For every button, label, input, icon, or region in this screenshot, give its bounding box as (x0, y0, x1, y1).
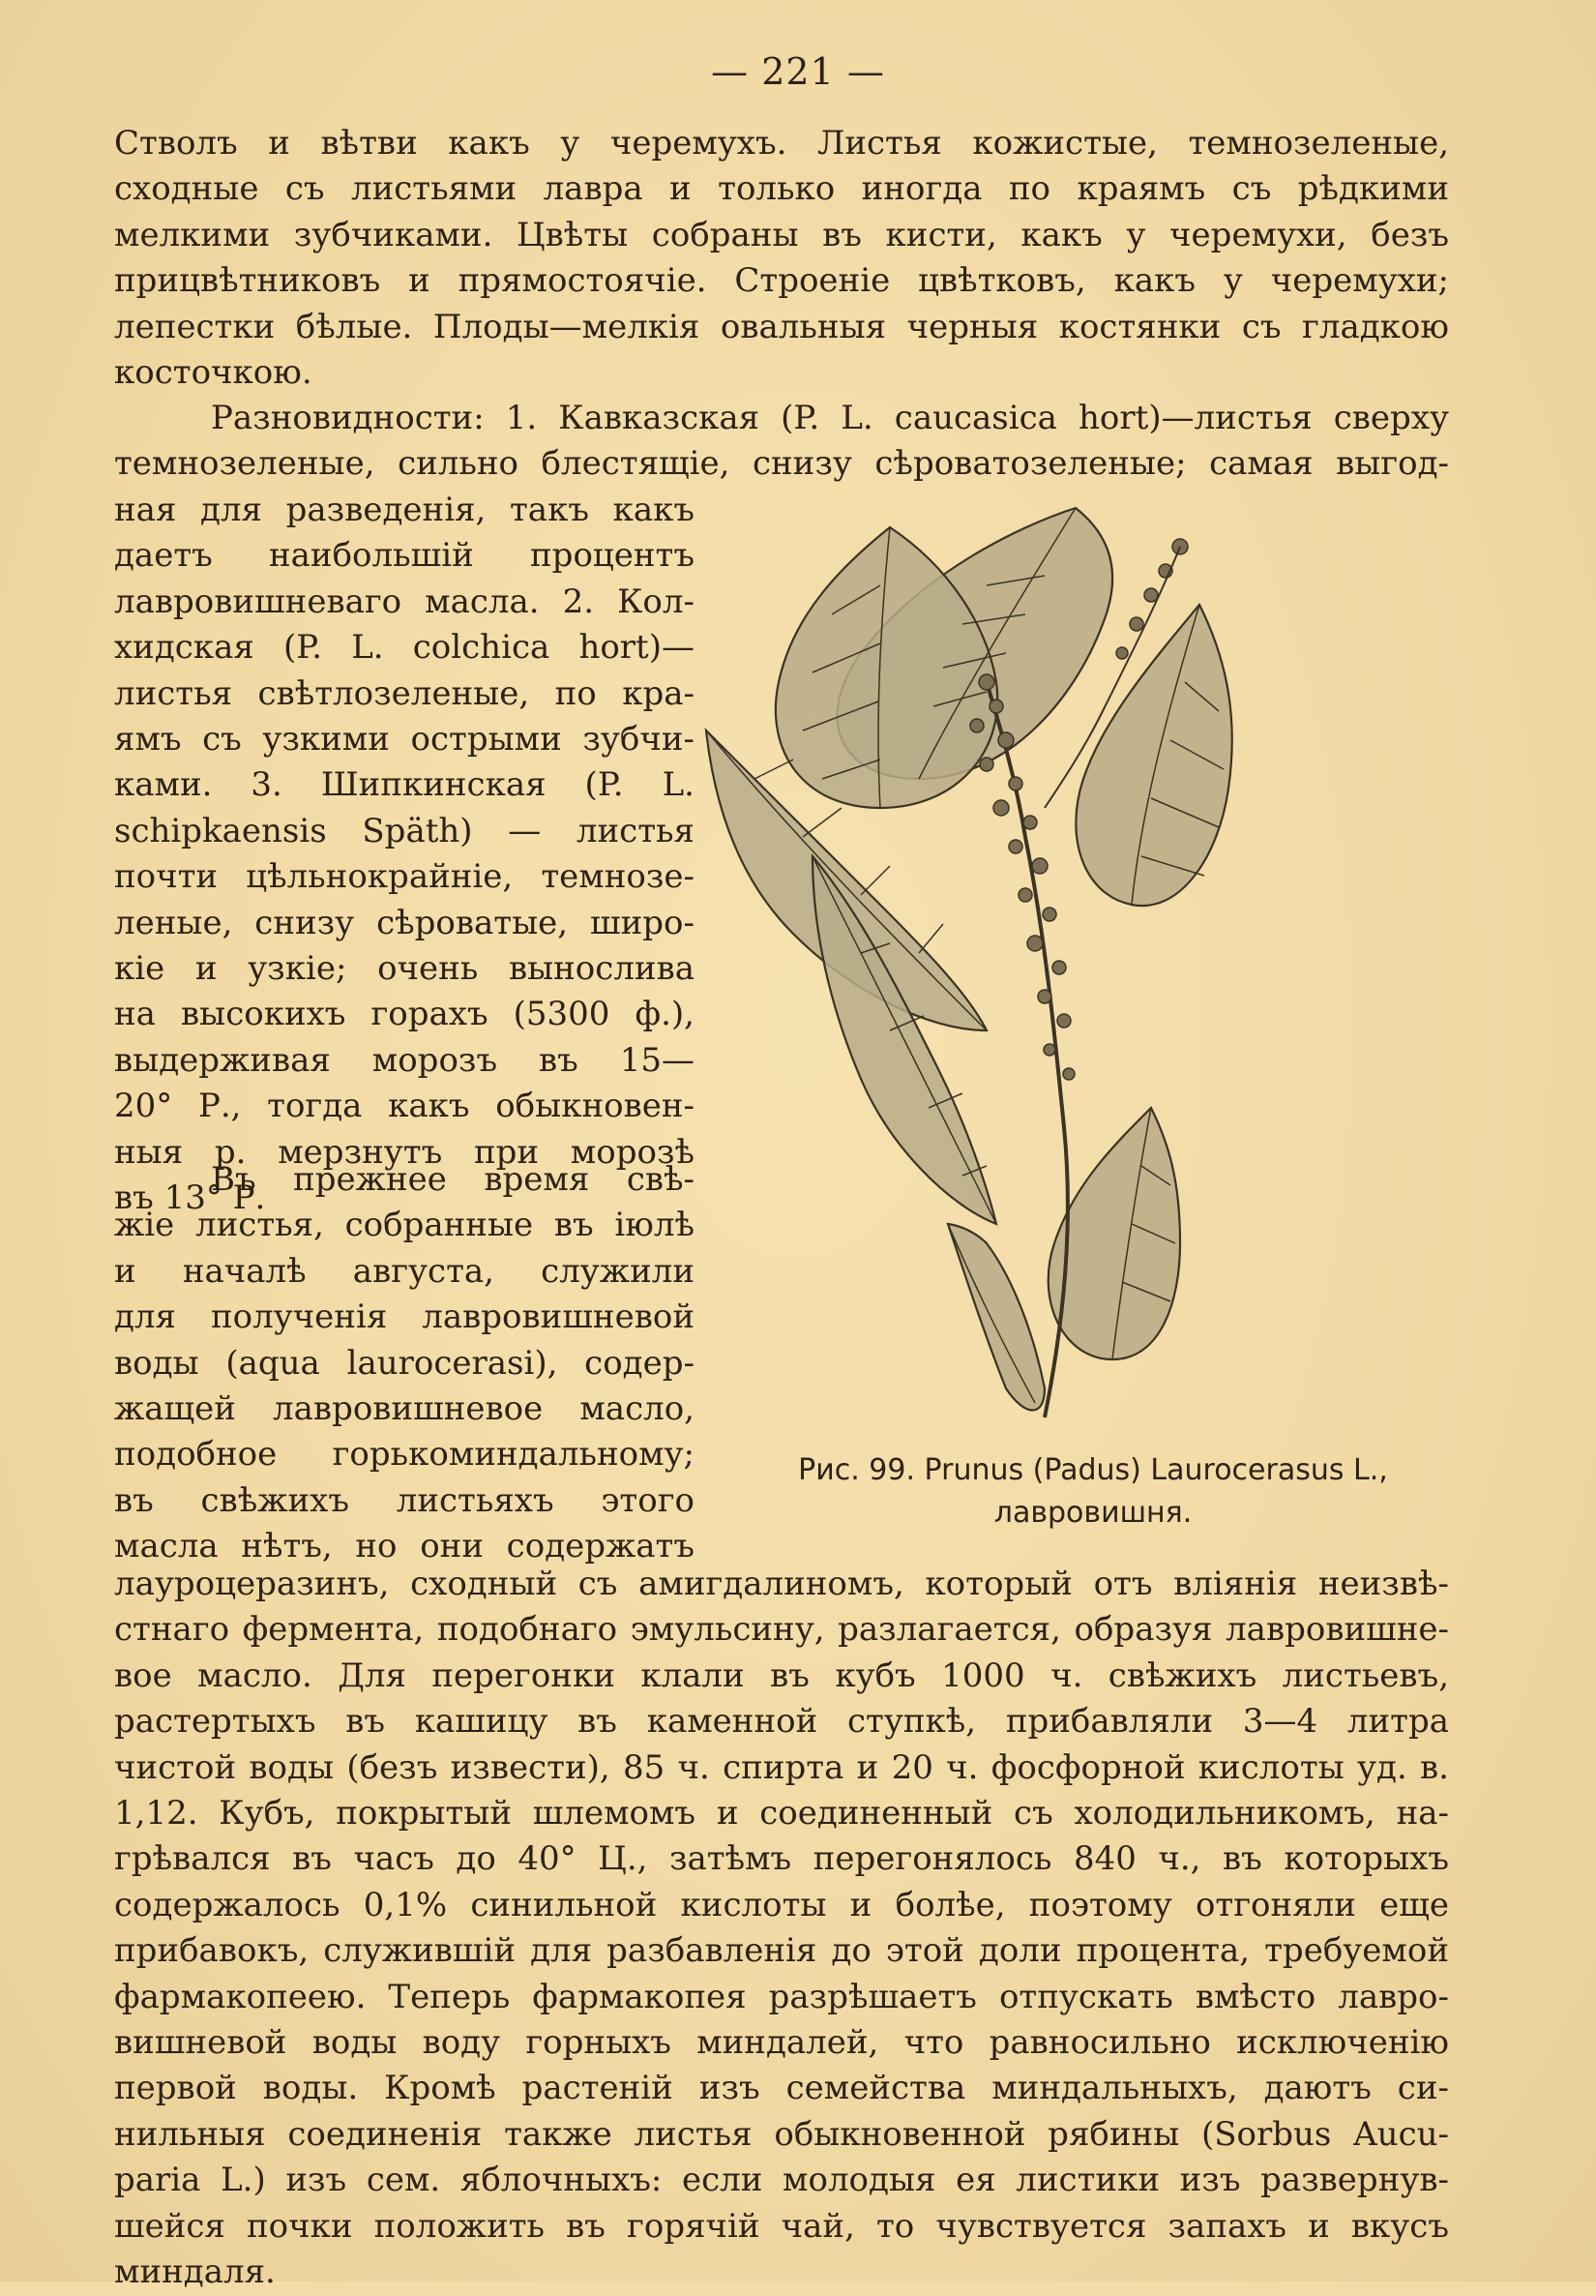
text-line: лепестки бѣлые. Плоды—мелкія овальныя черныя костянки съ гладкою (114, 307, 1449, 346)
text-line: нильныя соединенія также листья обыкновенной рябины (Sorbus Aucu- (114, 2114, 1449, 2154)
text-line: ямъ съ узкими острыми зубчи- (114, 720, 695, 760)
caption-line: лавровишня. (993, 1496, 1193, 1530)
text-line: косточкою. (114, 353, 312, 393)
text-line: грѣвался въ часъ до 40° Ц., затѣмъ перегонялось 840 ч., въ которыхъ (114, 1839, 1449, 1879)
text-line: Стволъ и вѣтви какъ у черемухъ. Листья кожистые, темнозеленые, (114, 124, 1449, 163)
text-line: Въ прежнее время свѣ- (211, 1160, 695, 1199)
text-line: 20° Р., тогда какъ обыкновен- (114, 1087, 695, 1126)
text-line: воды (aqua laurocerasi), содер- (114, 1343, 695, 1383)
text-line: первой воды. Кромѣ растеній изъ семейства миндальныхъ, даютъ си- (114, 2069, 1449, 2108)
text-line: ками. 3. Шипкинская (P. L. (114, 765, 695, 805)
text-line: лауроцеразинъ, сходный съ амигдалиномъ, который отъ вліянія неизвѣ- (114, 1565, 1449, 1603)
text-line: paria L.) изъ сем. яблочныхъ: если молодыя ея листики изъ развернув- (114, 2161, 1449, 2200)
text-line: темнозеленые, сильно блестящіе, снизу сѣроватозеленые; самая выгод- (114, 444, 1449, 484)
text-line: вое масло. Для перегонки клали въ кубъ 1000 ч. свѣжихъ листьевъ, (114, 1655, 1449, 1695)
paragraph-varieties-continued (114, 488, 695, 1222)
text-line: на высокихъ горахъ (5300 ф.), (114, 995, 695, 1034)
text-line: даетъ наибольшій процентъ (114, 536, 695, 576)
text-line: и началѣ августа, служили (114, 1251, 695, 1291)
text-line: жіе листья, собранные въ іюлѣ (114, 1206, 695, 1245)
text-line: содержалось 0,1% синильной кислоты и болѣе, поэтому отгоняли еще (114, 1885, 1449, 1924)
text-line: schipkaensis Spӓth) — листья (114, 811, 695, 850)
text-line: хидская (P. L. colchica hort)— (114, 628, 695, 668)
text-line: жащей лавровишневое масло, (114, 1389, 695, 1429)
text-line: въ свѣжихъ листьяхъ этого (114, 1480, 695, 1520)
text-line: прибавокъ, служившій для разбавленія до этой доли процента, требуемой (114, 1931, 1449, 1971)
page-number: — 221 — (711, 50, 885, 93)
text-line: чистой воды (безъ извести), 85 ч. спирта и 20 ч. фосфорной кислоты уд. в. (114, 1747, 1449, 1787)
text-line: растертыхъ въ кашицу въ каменной ступкѣ, прибавляли 3—4 литра (114, 1702, 1449, 1742)
figure-caption (716, 1449, 1470, 1535)
text-line: кіе и узкіе; очень вынослива (114, 949, 695, 989)
text-line: 1,12. Кубъ, покрытый шлемомъ и соединенный съ холодильникомъ, на- (114, 1794, 1449, 1834)
text-line: ная для разведенія, такъ какъ (114, 491, 695, 529)
paragraph-varieties (114, 396, 1449, 488)
text-line: подобное горькоминдальному; (114, 1435, 695, 1475)
text-line: въ 13° Р. (114, 1178, 266, 1218)
text-line: шейся почки положить въ горячій чай, то чувствуется запахъ и вкусъ (114, 2206, 1449, 2246)
text-line: масла нѣтъ, но они содержатъ (114, 1527, 695, 1566)
text-line: выдерживая морозъ въ 15— (114, 1040, 695, 1080)
text-line: стнаго фермента, подобнаго эмульсину, разлагается, образуя лавровишне- (114, 1610, 1449, 1650)
text-line: фармакопеею. Теперь фармакопея разрѣшаетъ отпускать вмѣсто лавро- (114, 1977, 1449, 2016)
text-line: ныя р. мерзнутъ при морозѣ (114, 1132, 695, 1172)
text-line: листья свѣтлозеленые, по кра- (114, 673, 695, 713)
text-line: Разновидности: 1. Кавказская (P. L. caucasica hort)—листья сверху (211, 399, 1449, 437)
paragraph-laurel-water (114, 1157, 695, 1570)
text-line: леные, снизу сѣроватые, широ- (114, 903, 695, 942)
laurel-cherry-illustration (696, 489, 1451, 1442)
text-line: сходные съ листьями лавра и только иногда по краямъ съ рѣдкими (114, 169, 1449, 209)
text-line: лавровишневаго масла. 2. Кол- (114, 581, 695, 621)
caption-line: Рис. 99. Prunus (Padus) Laurocerasus L., (798, 1453, 1388, 1487)
text-line: миндаля. (114, 2252, 276, 2292)
text-line: вишневой воды воду горныхъ миндалей, что равносильно исключенію (114, 2023, 1449, 2063)
text-line: прицвѣтниковъ и прямостоячіе. Строеніе цвѣтковъ, какъ у черемухи; (114, 261, 1449, 301)
text-line: для полученія лавровишневой (114, 1297, 695, 1337)
text-line: почти цѣльнокрайніе, темнозе- (114, 857, 695, 897)
text-line: мелкими зубчиками. Цвѣты собраны въ кисти, какъ у черемухи, безъ (114, 215, 1449, 254)
paragraph-description (114, 121, 1449, 396)
paragraph-laurel-water-continued (114, 1562, 1449, 2296)
